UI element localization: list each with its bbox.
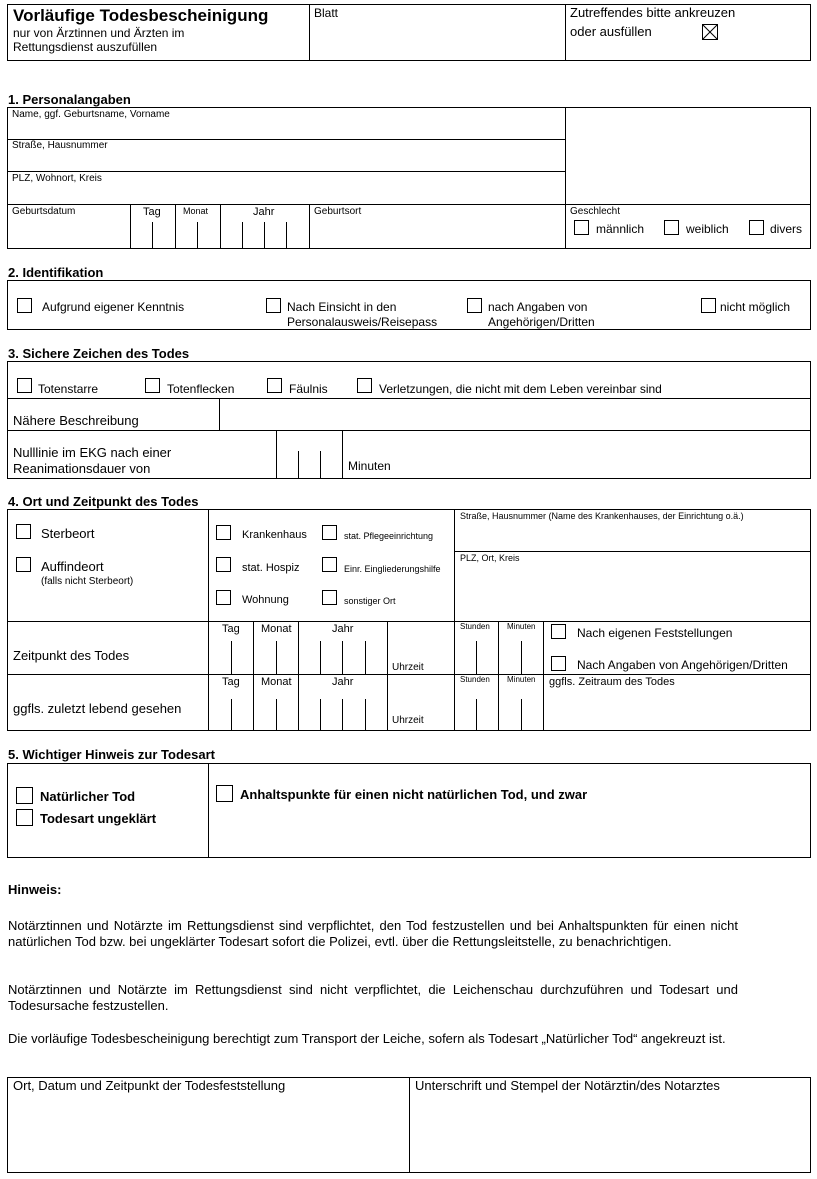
notes-paragraph: Notärztinnen und Notärzte im Rettungsdienst sind nicht verpflichtet, die Leichenschau durchzuführen und Todesart und Todesursache festzustellen. xyxy=(8,982,738,1013)
stunden-label: Stunden xyxy=(460,622,490,631)
divider xyxy=(253,621,254,731)
address-field[interactable]: Straße, Hausnummer (Name des Krankenhauses, der Einrichtung o.ä.) xyxy=(460,511,744,521)
tick xyxy=(242,222,243,249)
identification-own-knowledge-checkbox[interactable] xyxy=(17,298,32,313)
section4-box xyxy=(7,509,811,731)
tick xyxy=(276,641,277,674)
identification-passport-label: Nach Einsicht in den xyxy=(287,300,397,314)
time-of-death-label: Zeitpunkt des Todes xyxy=(13,648,130,663)
period-field[interactable]: ggfls. Zeitraum des Todes xyxy=(549,676,675,688)
plz-field[interactable]: PLZ, Ort, Kreis xyxy=(460,553,520,563)
fatal-injuries-checkbox[interactable] xyxy=(357,378,372,393)
identification-relatives-checkbox[interactable] xyxy=(467,298,482,313)
livor-mortis-checkbox[interactable] xyxy=(145,378,160,393)
tick xyxy=(276,699,277,731)
male-checkbox[interactable] xyxy=(574,220,589,235)
tick xyxy=(320,451,321,479)
other-place-label: sonstiger Ort xyxy=(344,596,396,606)
last-seen-label: ggfls. zuletzt lebend gesehen xyxy=(13,701,182,716)
found-place-label: Auffindeort xyxy=(41,559,104,574)
natural-death-checkbox[interactable] xyxy=(16,787,33,804)
tick xyxy=(320,699,321,731)
relatives-info-checkbox[interactable] xyxy=(551,656,566,671)
blatt-label: Blatt xyxy=(314,6,339,20)
header-divider xyxy=(565,4,566,61)
unnatural-death-checkbox[interactable] xyxy=(216,785,233,802)
section2-title: 2. Identifikation xyxy=(8,265,104,280)
diverse-label: divers xyxy=(770,222,803,236)
ekg-label: Nulllinie im EKG nach einer xyxy=(13,445,172,460)
tick xyxy=(365,699,366,731)
monat-label: Monat xyxy=(261,623,292,635)
hospital-label: Krankenhaus xyxy=(242,529,307,541)
divider xyxy=(7,674,811,675)
death-place-label: Sterbeort xyxy=(41,526,95,541)
divider xyxy=(409,1077,410,1173)
section1-title: 1. Personalangaben xyxy=(8,92,131,107)
instruction-text: Zutreffendes bitte ankreuzen xyxy=(570,5,736,20)
identification-relatives-label: Angehörigen/Dritten xyxy=(488,315,595,329)
divider xyxy=(220,204,221,249)
identification-impossible-label: nicht möglich xyxy=(720,300,791,314)
form-subtitle: Rettungsdienst auszufüllen xyxy=(13,40,158,54)
integration-facility-label: Einr. Eingliederungshilfe xyxy=(344,564,441,574)
minuten-label: Minuten xyxy=(507,622,536,631)
death-place-checkbox[interactable] xyxy=(16,524,31,539)
tick xyxy=(298,451,299,479)
header-divider xyxy=(309,4,310,61)
tag-label: Tag xyxy=(222,676,240,688)
divider xyxy=(276,430,277,479)
instruction-text: oder ausfüllen xyxy=(570,24,652,39)
signature-stamp-field[interactable]: Unterschrift und Stempel der Notärztin/des Notarztes xyxy=(415,1078,720,1093)
rigor-mortis-checkbox[interactable] xyxy=(17,378,32,393)
putrefaction-label: Fäulnis xyxy=(289,382,328,396)
natural-death-label: Natürlicher Tod xyxy=(40,789,136,804)
putrefaction-checkbox[interactable] xyxy=(267,378,282,393)
unnatural-death-label: Anhaltspunkte für einen nicht natürlichen Tod, und zwar xyxy=(240,787,588,802)
hospice-label: stat. Hospiz xyxy=(242,562,300,574)
tick xyxy=(476,641,477,674)
jahr-label: Jahr xyxy=(253,206,275,218)
divider xyxy=(7,204,811,205)
place-date-time-field[interactable]: Ort, Datum und Zeitpunkt der Todesfeststellung xyxy=(13,1078,286,1093)
diverse-checkbox[interactable] xyxy=(749,220,764,235)
divider xyxy=(565,204,566,249)
tick xyxy=(231,699,232,731)
jahr-label: Jahr xyxy=(332,676,354,688)
description-label: Nähere Beschreibung xyxy=(13,413,139,428)
other-place-checkbox[interactable] xyxy=(322,590,337,605)
tag-label: Tag xyxy=(143,206,161,218)
divider xyxy=(454,509,455,731)
hospital-checkbox[interactable] xyxy=(216,525,231,540)
divider xyxy=(298,621,299,731)
street-field[interactable]: Straße, Hausnummer xyxy=(12,140,108,151)
tick xyxy=(264,222,265,249)
divider xyxy=(387,621,388,731)
description-field[interactable] xyxy=(220,399,810,429)
gender-label: Geschlecht xyxy=(570,206,621,217)
stunden-label: Stunden xyxy=(460,675,490,684)
minuten-label: Minuten xyxy=(507,675,536,684)
identification-relatives-label: nach Angaben von xyxy=(488,300,588,314)
divider xyxy=(543,621,544,731)
monat-label: Monat xyxy=(183,206,209,216)
form-title: Vorläufige Todesbescheinigung xyxy=(13,6,269,25)
minutes-label: Minuten xyxy=(348,459,391,473)
home-checkbox[interactable] xyxy=(216,590,231,605)
tick xyxy=(521,641,522,674)
identification-impossible-checkbox[interactable] xyxy=(701,298,716,313)
tag-label: Tag xyxy=(222,623,240,635)
divider xyxy=(208,763,209,858)
birthdate-label: Geburtsdatum xyxy=(12,206,76,217)
divider xyxy=(208,509,209,731)
divider xyxy=(7,621,811,622)
rigor-mortis-label: Totenstarre xyxy=(38,382,99,396)
section5-title: 5. Wichtiger Hinweis zur Todesart xyxy=(8,747,215,762)
notes-paragraph: Notärztinnen und Notärzte im Rettungsdienst sind verpflichtet, den Tod festzustellen und bei Anhaltspunkten für einen nicht natürlichen Tod bzw. bei ungeklärter Todesart sofort die Polizei, evtl. über die Rettungsleitstelle, zu benachrichtigen. xyxy=(8,918,738,949)
birthplace-field[interactable]: Geburtsort xyxy=(314,206,362,217)
identification-passport-label: Personalausweis/Reisepass xyxy=(287,315,438,329)
divider xyxy=(130,204,131,249)
tick xyxy=(365,641,366,674)
divider xyxy=(175,204,176,249)
ekg-label: Reanimationsdauer von xyxy=(13,461,151,476)
livor-mortis-label: Totenflecken xyxy=(167,382,235,396)
unclear-death-checkbox[interactable] xyxy=(16,809,33,826)
tick xyxy=(231,641,232,674)
notes-paragraph: Die vorläufige Todesbescheinigung berechtigt zum Transport der Leiche, sofern als Todesart „Natürlicher Tod“ angekreuzt ist. xyxy=(8,1031,726,1046)
example-checked-box-icon xyxy=(702,24,718,40)
divider xyxy=(498,621,499,731)
relatives-info-label: Nach Angaben von Angehörigen/Dritten xyxy=(577,658,788,672)
section4-title: 4. Ort und Zeitpunkt des Todes xyxy=(8,494,199,509)
divider xyxy=(7,171,565,172)
uhrzeit-label: Uhrzeit xyxy=(392,715,424,726)
tick xyxy=(197,222,198,249)
section3-title: 3. Sichere Zeichen des Todes xyxy=(8,346,190,361)
tick xyxy=(476,699,477,731)
fatal-injuries-label: Verletzungen, die nicht mit dem Leben vereinbar sind xyxy=(379,382,662,396)
female-checkbox[interactable] xyxy=(664,220,679,235)
city-field[interactable]: PLZ, Wohnort, Kreis xyxy=(12,173,102,184)
home-label: Wohnung xyxy=(242,594,289,606)
identification-own-knowledge-label: Aufgrund eigener Kenntnis xyxy=(42,300,185,314)
found-place-note: (falls nicht Sterbeort) xyxy=(41,576,134,587)
divider xyxy=(565,107,566,205)
tick xyxy=(286,222,287,249)
tick xyxy=(320,641,321,674)
divider xyxy=(7,430,811,431)
tick xyxy=(342,699,343,731)
name-field[interactable]: Name, ggf. Geburtsname, Vorname xyxy=(12,109,170,120)
monat-label: Monat xyxy=(261,676,292,688)
identification-passport-checkbox[interactable] xyxy=(266,298,281,313)
divider xyxy=(342,430,343,479)
own-findings-label: Nach eigenen Feststellungen xyxy=(577,626,733,640)
tick xyxy=(521,699,522,731)
hospice-checkbox[interactable] xyxy=(216,557,231,572)
jahr-label: Jahr xyxy=(332,623,354,635)
divider xyxy=(454,551,811,552)
uhrzeit-label: Uhrzeit xyxy=(392,662,424,673)
form-subtitle: nur von Ärztinnen und Ärzten im xyxy=(13,26,185,40)
tick xyxy=(342,641,343,674)
male-label: männlich xyxy=(596,222,645,236)
notes-title: Hinweis: xyxy=(8,882,62,897)
care-facility-label: stat. Pflegeeinrichtung xyxy=(344,531,434,541)
tick xyxy=(152,222,153,249)
own-findings-checkbox[interactable] xyxy=(551,624,566,639)
divider xyxy=(309,204,310,249)
care-facility-checkbox[interactable] xyxy=(322,525,337,540)
integration-facility-checkbox[interactable] xyxy=(322,557,337,572)
unclear-death-label: Todesart ungeklärt xyxy=(40,811,157,826)
found-place-checkbox[interactable] xyxy=(16,557,31,572)
female-label: weiblich xyxy=(686,222,729,236)
